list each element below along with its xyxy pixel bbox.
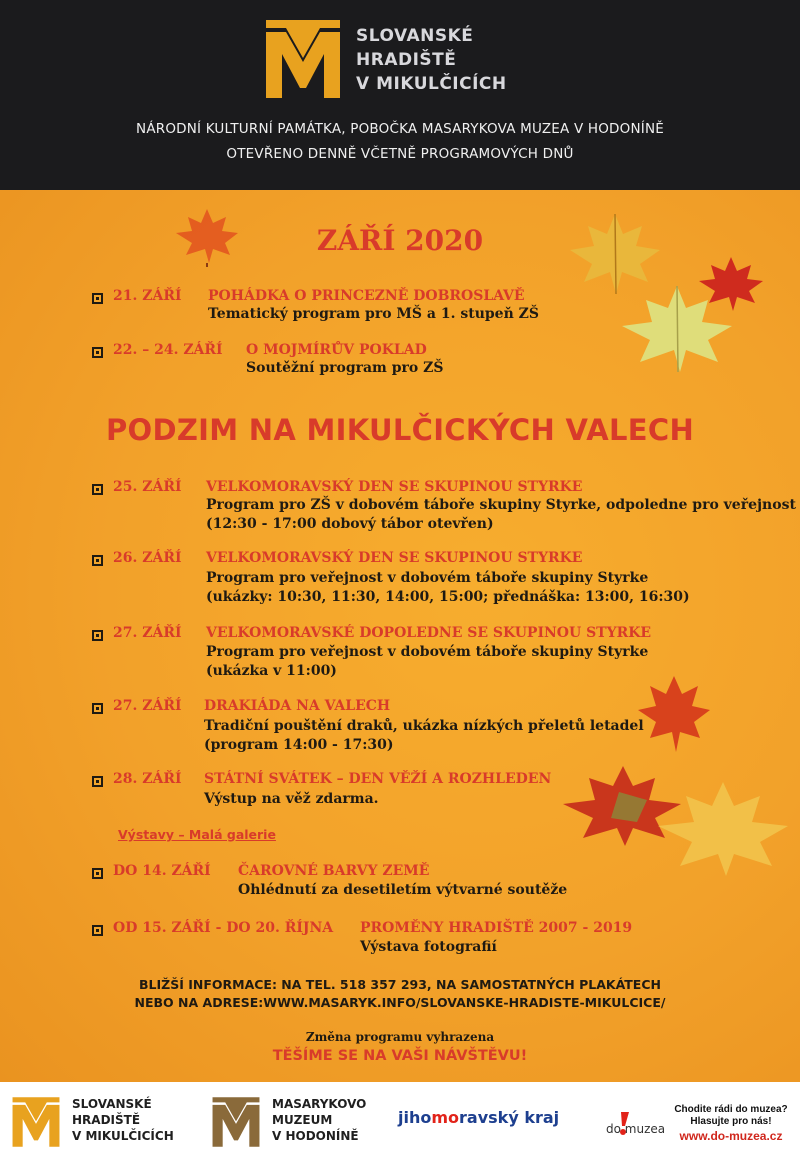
header-logo-line: SLOVANSKÉ — [356, 26, 474, 46]
do-muzea-logo — [598, 1112, 680, 1142]
bullet-icon — [92, 703, 103, 714]
vote-line: Hlasujte pro nás! — [690, 1116, 772, 1127]
event-title: O MOJMÍRŮV POKLAD — [246, 342, 427, 358]
event-description: Výstava fotografií — [360, 939, 497, 955]
bullet-icon — [92, 776, 103, 787]
event-date: 22. – 24. ZÁŘÍ — [113, 342, 223, 358]
footer-logo2-line: MUZEUM — [272, 1113, 333, 1127]
bullet-icon — [92, 347, 103, 358]
september-title: ZÁŘÍ 2020 — [316, 224, 484, 257]
jihomoravsky-kraj-logo — [398, 1108, 559, 1127]
region-logo-part: mo — [431, 1108, 460, 1127]
header-opening-hours: OTEVŘENO DENNĚ VČETNĚ PROGRAMOVÝCH DNŮ — [226, 146, 574, 162]
footer-logo1-line: HRADIŠTĚ — [72, 1113, 141, 1127]
region-logo-part: ravský kraj — [459, 1108, 560, 1127]
event-title: ČAROVNÉ BARVY ZEMĚ — [238, 863, 430, 879]
vote-url: www.do-muzea.cz — [679, 1129, 783, 1143]
event-description: Tradiční pouštění draků, ukázka nízkých přeletů letadel — [204, 718, 644, 734]
slovanske-hradiste-logo-icon — [10, 1096, 62, 1148]
footer-logo1-text — [72, 1096, 174, 1144]
event-description: Program pro ZŠ v dobovém táboře skupiny Styrke, odpoledne pro veřejnost — [206, 497, 796, 513]
bullet-icon — [92, 555, 103, 566]
info-website-line: NEBO NA ADRESE:WWW.MASARYK.INFO/SLOVANSKE-HRADISTE-MIKULCICE/ — [134, 995, 666, 1010]
event-description: Tematický program pro MŠ a 1. stupeň ZŠ — [208, 306, 539, 322]
masarykovo-muzeum-logo-icon — [210, 1096, 262, 1148]
event-date: 26. ZÁŘÍ — [113, 550, 182, 566]
event-title: DRAKIÁDA NA VALECH — [204, 698, 391, 714]
event-title: PROMĚNY HRADIŠTĚ 2007 - 2019 — [360, 920, 633, 936]
event-title: VELKOMORAVSKÝ DEN SE SKUPINOU STYRKE — [206, 479, 583, 495]
header-band — [0, 0, 800, 190]
footer-logo1-line: V MIKULČICÍCH — [72, 1129, 174, 1143]
bullet-icon — [92, 484, 103, 495]
event-title: VELKOMORAVSKÝ DEN SE SKUPINOU STYRKE — [206, 550, 583, 566]
event-description: Ohlédnutí za desetiletím výtvarné soutěže — [238, 882, 568, 898]
footer-logo2-line: MASARYKOVO — [272, 1097, 367, 1111]
event-date: 27. ZÁŘÍ — [113, 698, 182, 714]
bullet-icon — [92, 868, 103, 879]
header-logo-line: HRADIŠTĚ — [356, 50, 457, 70]
event-date: 25. ZÁŘÍ — [113, 479, 182, 495]
event-description: (program 14:00 - 17:30) — [204, 737, 394, 753]
info-contact-line: BLIŽŠÍ INFORMACE: NA TEL. 518 357 293, NA SAMOSTATNÝCH PLAKÁTECH — [139, 977, 661, 992]
region-logo-part: jiho — [398, 1108, 432, 1127]
event-title: VELKOMORAVSKÉ DOPOLEDNE SE SKUPINOU STYRKE — [206, 625, 652, 641]
maple-leaf-icon — [634, 672, 714, 758]
vote-line: Chodite rádi do muzea? — [674, 1104, 788, 1115]
footer-logo1-line: SLOVANSKÉ — [72, 1097, 152, 1111]
event-title: STÁTNÍ SVÁTEK – DEN VĚŽÍ A ROZHLEDEN — [204, 771, 552, 787]
museum-logo-icon — [262, 18, 344, 100]
event-description: (12:30 - 17:00 dobový tábor otevřen) — [206, 516, 494, 532]
bullet-icon — [92, 925, 103, 936]
header-logo-line: V MIKULČICÍCH — [356, 74, 507, 94]
event-date: 21. ZÁŘÍ — [113, 288, 182, 304]
footer-logo2-text — [272, 1096, 366, 1144]
event-description: (ukázky: 10:30, 11:30, 14:00, 15:00; přednáška: 13:00, 16:30) — [206, 589, 690, 605]
event-description: Výstup na věž zdarma. — [204, 791, 379, 807]
event-description: (ukázka v 11:00) — [206, 663, 337, 679]
maple-leaf-icon — [648, 778, 798, 878]
event-date: 28. ZÁŘÍ — [113, 771, 182, 787]
do-muzea-text: do muzea — [606, 1122, 666, 1136]
footer-band — [0, 1082, 800, 1170]
program-change-note: Změna programu vyhrazena — [305, 1030, 495, 1044]
event-description: Soutěžní program pro ZŠ — [246, 360, 444, 376]
header-logo-text — [356, 24, 507, 96]
vote-prompt — [670, 1104, 792, 1128]
event-date: DO 14. ZÁŘÍ — [113, 863, 211, 879]
bullet-icon — [92, 630, 103, 641]
event-date: 27. ZÁŘÍ — [113, 625, 182, 641]
footer-logo2-line: V HODONÍNĚ — [272, 1129, 359, 1143]
event-description: Program pro veřejnost v dobovém táboře skupiny Styrke — [206, 644, 649, 660]
welcome-message: TĚŠÍME SE NA VAŠI NÁVŠTĚVU! — [272, 1048, 528, 1064]
event-description: Program pro veřejnost v dobovém táboře skupiny Styrke — [206, 570, 649, 586]
header-subtitle: NÁRODNÍ KULTURNÍ PAMÁTKA, POBOČKA MASARYKOVA MUZEA V HODONÍNĚ — [136, 121, 664, 137]
bullet-icon — [92, 293, 103, 304]
event-title: POHÁDKA O PRINCEZNĚ DOBROSLAVĚ — [208, 288, 525, 304]
exhibits-heading: Výstavy – Malá galerie — [118, 827, 276, 842]
maple-leaf-icon — [612, 282, 742, 374]
autumn-title: PODZIM NA MIKULČICKÝCH VALECH — [105, 413, 695, 447]
event-date: OD 15. ZÁŘÍ - DO 20. ŘÍJNA — [113, 920, 334, 936]
